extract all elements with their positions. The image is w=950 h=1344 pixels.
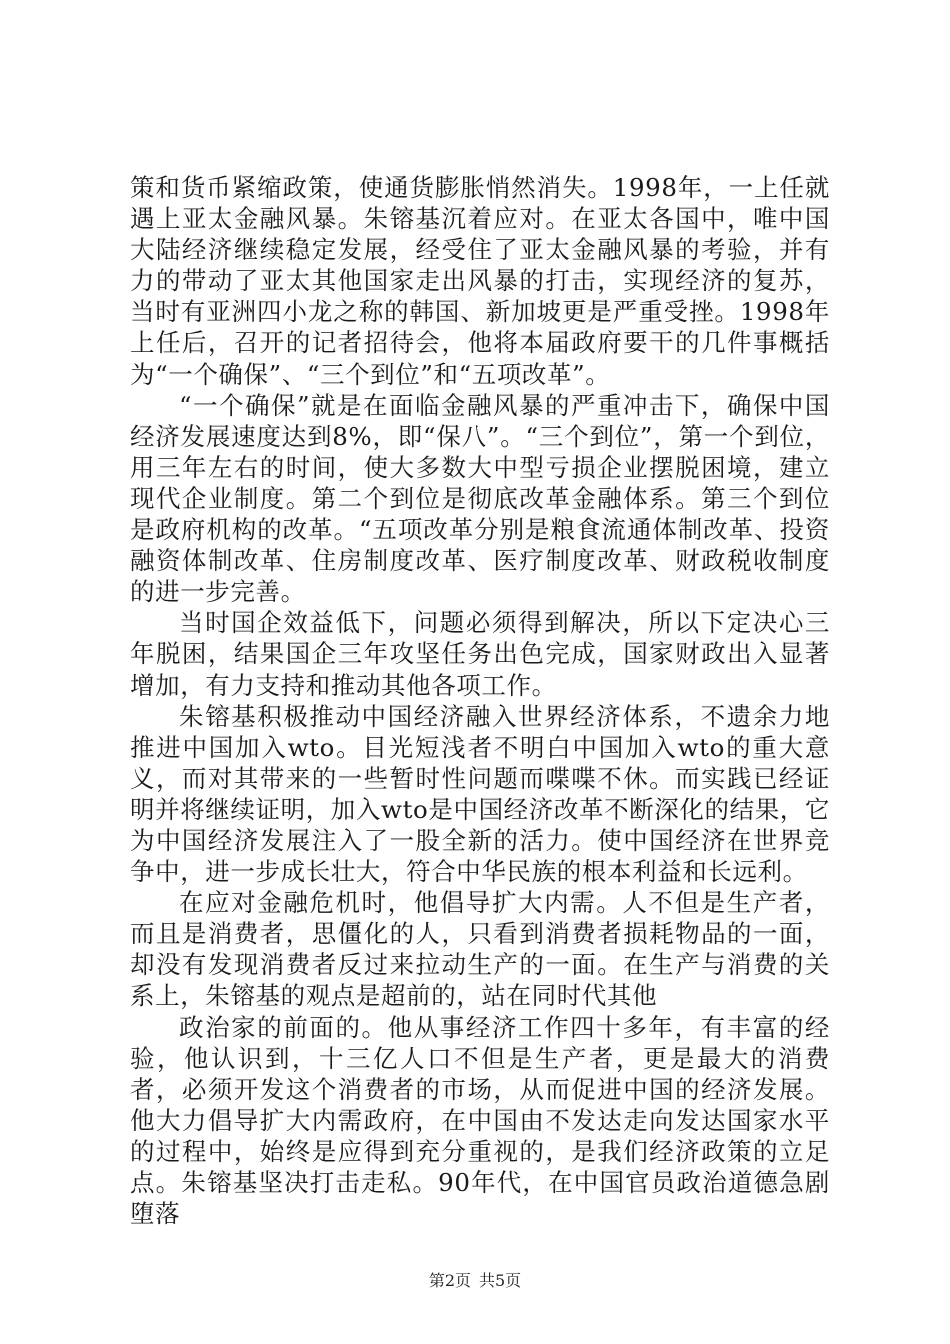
page-footer bbox=[0, 1268, 950, 1291]
paragraph-1: 策和货币紧缩政策，使通货膨胀悄然消失。1998年，一上任就遇上亚太金融风暴。朱镕基沉着应对。在亚太各国中，唯中国大陆经济继续稳定发展，经受住了亚太金融风暴的考验，并有力的带动了亚太其他国家走出风暴的打击，实现经济的复苏，当时有亚洲四小龙之称的韩国、新加坡更是严重受挫。1998年上任后，召开的记者招待会，他将本届政府要干的几件事概括为“一个确保”、“三个到位”和“五项改革”。 bbox=[130, 173, 830, 389]
page-number: 第2页 bbox=[428, 1271, 471, 1290]
paragraph-4: 朱镕基积极推动中国经济融入世界经济体系，不遗余力地推进中国加入wto。目光短浅者不明白中国加入wto的重大意义，而对其带来的一些暂时性问题而喋喋不休。而实践已经证明并将继续证明，加入wto是中国经济改革不断深化的结果，它为中国经济发展注入了一股全新的活力。使中国经济在世界竞争中，进一步成长壮大，符合中华民族的根本利益和长远利。 bbox=[130, 701, 830, 887]
paragraph-5: 在应对金融危机时，他倡导扩大内需。人不但是生产者，而且是消费者，思僵化的人，只看到消费者损耗物品的一面，却没有发现消费者反过来拉动生产的一面。在生产与消费的关系上，朱镕基的观点是超前的，站在同时代其他 bbox=[130, 888, 830, 1011]
page-total: 共5页 bbox=[479, 1271, 522, 1290]
paragraph-6: 政治家的前面的。他从事经济工作四十多年，有丰富的经验，他认识到，十三亿人口不但是生产者，更是最大的消费者，必须开发这个消费者的市场，从而促进中国的经济发展。他大力倡导扩大内需政府，在中国由不发达走向发达国家水平的过程中，始终是应得到充分重视的，是我们经济政策的立足点。朱镕基坚决打击走私。90年代，在中国官员政治道德急剧堕落 bbox=[130, 1012, 830, 1229]
body-text bbox=[130, 172, 830, 1229]
paragraph-3: 当时国企效益低下，问题必须得到解决，所以下定决心三年脱困，结果国企三年攻坚任务出色完成，国家财政出入显著增加，有力支持和推动其他各项工作。 bbox=[130, 608, 830, 700]
paragraph-2: “一个确保”就是在面临金融风暴的严重冲击下，确保中国经济发展速度达到8%，即“保八”。“三个到位”，第一个到位，用三年左右的时间，使大多数大中型亏损企业摆脱困境，建立现代企业制度。第二个到位是彻底改革金融体系。第三个到位是政府机构的改革。“五项改革分别是粮食流通体制改革、投资融资体制改革、住房制度改革、医疗制度改革、财政税收制度的进一步完善。 bbox=[130, 390, 830, 607]
